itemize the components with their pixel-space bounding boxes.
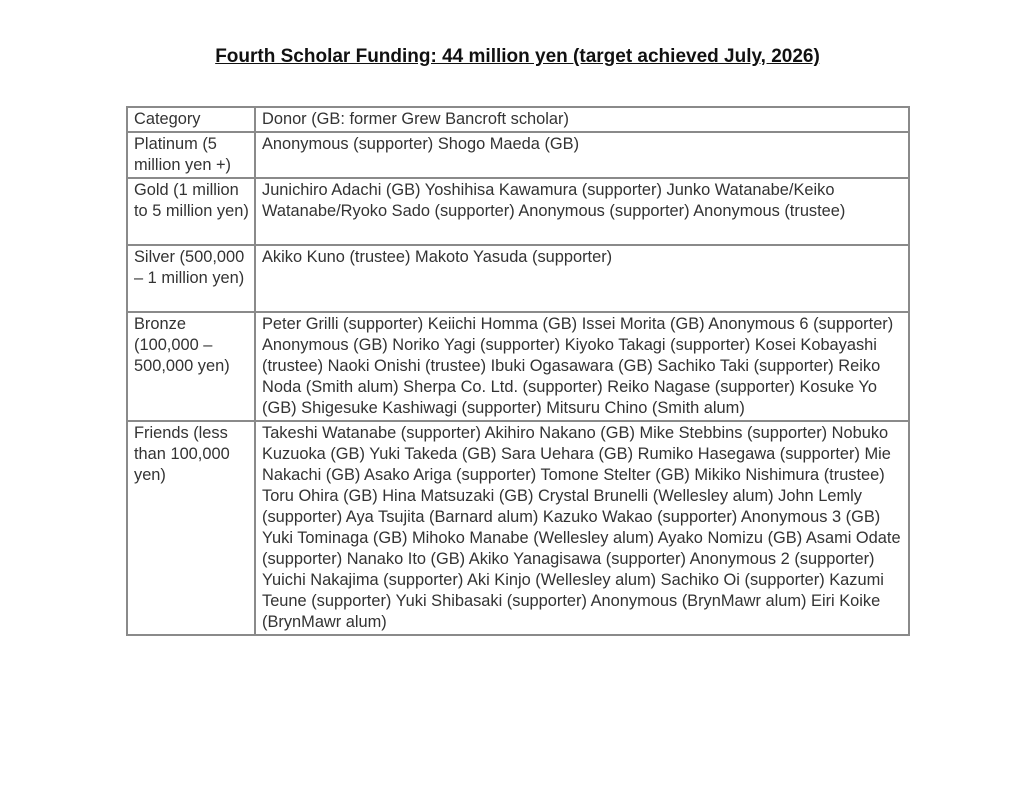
- table-row-bronze: [128, 313, 910, 422]
- table-row-silver: [128, 246, 910, 313]
- donors-cell: Junichiro Adachi (GB) Yoshihisa Kawamura (supporter) Junko Watanabe/Keiko Watanabe/Ryoko Sado (supporter) Anonymous (supporter) Anonymous (trustee): [256, 179, 910, 246]
- donors-cell: Takeshi Watanabe (supporter) Akihiro Nakano (GB) Mike Stebbins (supporter) Nobuko Kuzuoka (GB) Yuki Takeda (GB) Sara Uehara (GB) Rumiko Hasegawa (supporter) Mie Nakachi (GB) Asako Ariga (supporter) Tomone Stelter (GB) Mikiko Nishimura (trustee) Toru Ohira (GB) Hina Matsuzaki (GB) Crystal Brunelli (Wellesley alum) John Lemly (supporter) Aya Tsujita (Barnard alum) Kazuko Wakao (supporter) Anonymous 3 (GB) Yuki Tominaga (GB) Mihoko Manabe (Wellesley alum) Ayako Nomizu (GB) Asami Odate (supporter) Nanako Ito (GB) Akiko Yanagisawa (supporter) Anonymous 2 (supporter) Yuichi Nakajima (supporter) Aki Kinjo (Wellesley alum) Sachiko Oi (supporter) Kazumi Teune (supporter) Yuki Shibasaki (supporter) Anonymous (BrynMawr alum) Eiri Koike (BrynMawr alum): [256, 422, 910, 636]
- category-cell: Friends (less than 100,000 yen): [128, 422, 256, 636]
- table-header-row: [128, 108, 910, 133]
- donors-cell: Akiko Kuno (trustee) Makoto Yasuda (supporter): [256, 246, 910, 313]
- category-cell: Bronze (100,000 – 500,000 yen): [128, 313, 256, 422]
- table-row-gold: [128, 179, 910, 246]
- header-category: Category: [128, 108, 256, 133]
- table-row-friends: [128, 422, 910, 636]
- donors-cell: Anonymous (supporter) Shogo Maeda (GB): [256, 133, 910, 179]
- header-donor: Donor (GB: former Grew Bancroft scholar): [256, 108, 910, 133]
- donors-cell: Peter Grilli (supporter) Keiichi Homma (GB) Issei Morita (GB) Anonymous 6 (supporter) Anonymous (GB) Noriko Yagi (supporter) Kiyoko Takagi (supporter) Kosei Kobayashi (trustee) Naoki Onishi (trustee) Ibuki Ogasawara (GB) Sachiko Taki (supporter) Reiko Noda (Smith alum) Sherpa Co. Ltd. (supporter) Reiko Nagase (supporter) Kosuke Yo (GB) Shigesuke Kashiwagi (supporter) Mitsuru Chino (Smith alum): [256, 313, 910, 422]
- document-title: Fourth Scholar Funding: 44 million yen (target achieved July, 2026): [215, 46, 820, 67]
- donor-table: [126, 106, 910, 636]
- category-cell: Platinum (5 million yen +): [128, 133, 256, 179]
- table-row-platinum: [128, 133, 910, 179]
- category-cell: Gold (1 million to 5 million yen): [128, 179, 256, 246]
- category-cell: Silver (500,000 – 1 million yen): [128, 246, 256, 313]
